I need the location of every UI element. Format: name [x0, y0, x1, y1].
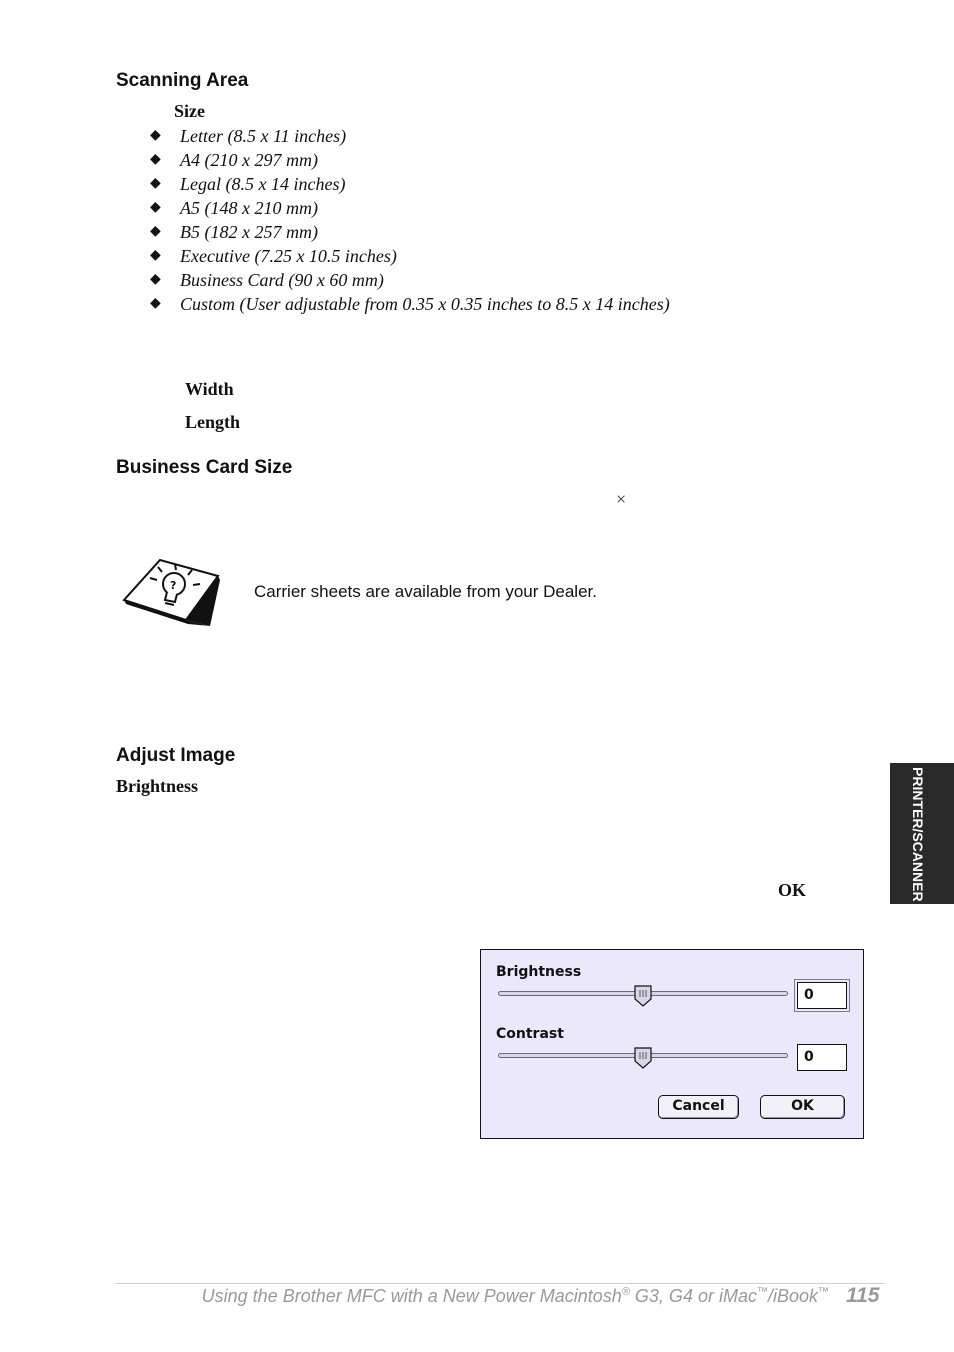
list-item [150, 124, 670, 148]
ok-button[interactable]: OK [760, 1095, 845, 1119]
list-item [150, 148, 670, 172]
trademark-mark: ™ [818, 1286, 829, 1298]
trademark-mark: ™ [756, 1286, 768, 1298]
times-symbol: × [616, 489, 627, 509]
list-item [150, 196, 670, 220]
brightness-slider-thumb[interactable] [634, 985, 652, 1007]
contrast-slider-thumb[interactable] [634, 1047, 652, 1069]
list-item [150, 220, 670, 244]
section-side-tab [890, 763, 954, 904]
list-item [150, 172, 670, 196]
footer-text-main: Using the Brother MFC with a New Power Macintosh [201, 1286, 622, 1306]
size-option-text: Custom (User adjustable from 0.35 x 0.35 inches to 8.5 x 14 inches) [180, 294, 670, 314]
diamond-bullet-icon: ◆ [150, 248, 161, 263]
diamond-bullet-icon: ◆ [150, 176, 161, 191]
diamond-bullet-icon: ◆ [150, 272, 161, 287]
lightbulb-note-icon [120, 558, 220, 630]
size-option-text: Business Card (90 x 60 mm) [180, 270, 384, 290]
diamond-bullet-icon: ◆ [150, 128, 161, 143]
size-list [150, 124, 670, 316]
registered-mark: ® [621, 1286, 630, 1298]
size-option-text: B5 (182 x 257 mm) [180, 222, 318, 242]
adjust-image-heading: Adjust Image [116, 745, 236, 766]
size-option-text: Letter (8.5 x 11 inches) [180, 126, 347, 146]
contrast-value-field[interactable]: 0 [797, 1044, 847, 1071]
width-label: Width [185, 379, 234, 399]
list-item [150, 292, 670, 316]
business-card-heading: Business Card Size [116, 457, 293, 478]
size-option-text: Executive (7.25 x 10.5 inches) [180, 246, 397, 266]
dialog-contrast-label: Contrast [496, 1026, 564, 1042]
footer-text-mid: G3, G4 or iMac [629, 1286, 757, 1306]
size-label: Size [174, 101, 205, 121]
adjust-image-dialog [480, 949, 864, 1139]
ok-text: OK [778, 880, 807, 900]
length-label: Length [185, 412, 241, 432]
footer-divider [116, 1283, 884, 1284]
dialog-brightness-label: Brightness [496, 964, 582, 980]
footer-text-end: /iBook [767, 1286, 818, 1306]
size-option-text: A4 (210 x 297 mm) [180, 150, 318, 170]
diamond-bullet-icon: ◆ [150, 296, 161, 311]
size-option-text: Legal (8.5 x 14 inches) [180, 174, 346, 194]
side-tab-label: PRINTER/SCANNER [910, 767, 926, 902]
size-option-text: A5 (148 x 210 mm) [180, 198, 318, 218]
cancel-button[interactable]: Cancel [658, 1095, 739, 1119]
svg-text:?: ? [170, 579, 177, 592]
diamond-bullet-icon: ◆ [150, 200, 161, 215]
brightness-label: Brightness [116, 776, 199, 796]
list-item [150, 268, 670, 292]
brightness-value-field[interactable]: 0 [797, 982, 847, 1009]
footer-text [202, 1286, 829, 1307]
list-item [150, 244, 670, 268]
note-text: Carrier sheets are available from your Dealer. [254, 582, 597, 601]
diamond-bullet-icon: ◆ [150, 224, 161, 239]
scanning-area-heading: Scanning Area [116, 70, 249, 91]
page-number: 115 [846, 1284, 880, 1307]
diamond-bullet-icon: ◆ [150, 152, 161, 167]
